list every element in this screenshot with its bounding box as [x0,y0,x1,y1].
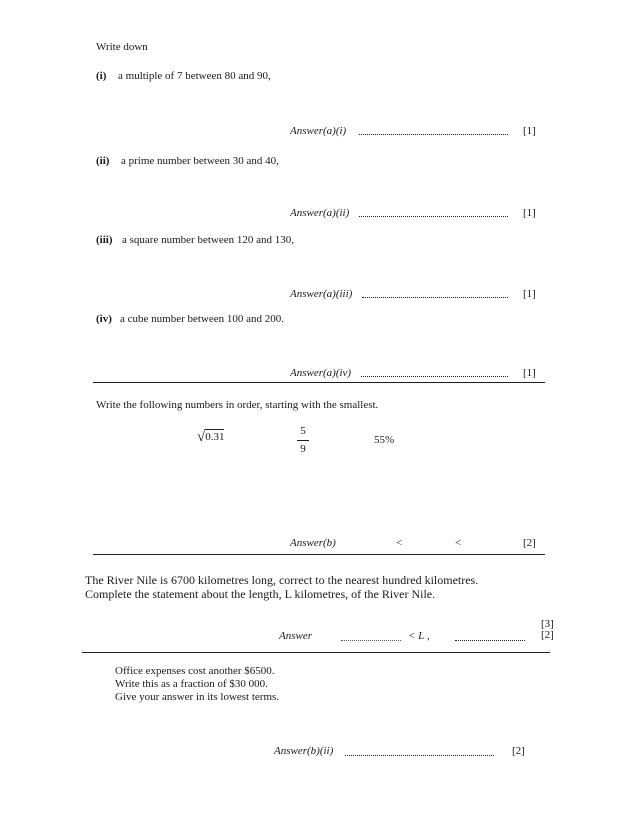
marks: [1] [523,367,536,379]
answer-line[interactable] [361,376,508,377]
less-than-sign: < [455,537,462,549]
q1-part-text: a cube number between 100 and 200. [120,313,285,325]
q1-part-text: a multiple of 7 between 80 and 90, [118,70,271,82]
q1-part-number: (iii) [96,234,113,246]
percent-value: 55% [374,434,395,446]
fraction-numerator: 5 [300,425,306,437]
radical-icon: √ [197,429,206,445]
q3-line2: Complete the statement about the length, L kilometres, of the River Nile. [85,587,436,601]
less-than-sign: < [396,537,403,549]
q1-part-number: (i) [96,70,107,82]
q2-intro: Write the following numbers in order, starting with the smallest. [96,399,379,411]
q4-line2: Write this as a fraction of $30 000. [115,678,268,690]
answer-line[interactable] [345,755,494,756]
answer-label: Answer [279,630,312,642]
inequality-text: < L , [408,630,430,642]
q1-intro: Write down [96,41,148,53]
q4-line1: Office expenses cost another $6500. [115,665,275,677]
answer-line[interactable] [359,216,508,217]
marks: [1] [523,288,536,300]
radicand: 0.31 [205,431,225,443]
answer-line[interactable] [362,297,508,298]
answer-label: Answer(a)(i) [290,125,347,137]
marks-stack [541,619,554,641]
section-divider [93,554,545,555]
q1-part-text: a square number between 120 and 130, [122,234,294,246]
marks: [1] [523,207,536,219]
fraction-bar [297,440,309,441]
q4-line3: Give your answer in its lowest terms. [115,691,280,703]
square-root-expression [197,430,224,444]
marks: [1] [523,125,536,137]
fraction-denominator: 9 [300,443,306,455]
q1-part-number: (iv) [96,313,112,325]
section-divider [82,652,550,653]
marks: [2] [541,629,554,641]
marks: [2] [512,745,525,757]
answer-label: Answer(a)(iv) [290,367,352,379]
q3-line1: The River Nile is 6700 kilometres long, correct to the nearest hundred kilometres. [85,573,479,587]
section-divider [93,382,545,383]
marks: [2] [523,537,536,549]
answer-line[interactable] [341,640,401,641]
q1-part-text: a prime number between 30 and 40, [121,155,279,167]
answer-line[interactable] [455,640,525,641]
answer-label: Answer(b)(ii) [274,745,334,757]
answer-line[interactable] [359,134,508,135]
answer-label: Answer(a)(ii) [290,207,350,219]
marks: [3] [541,618,554,630]
answer-label: Answer(b) [290,537,336,549]
fraction-expression [296,425,310,456]
q1-part-number: (ii) [96,155,110,167]
answer-label: Answer(a)(iii) [290,288,353,300]
